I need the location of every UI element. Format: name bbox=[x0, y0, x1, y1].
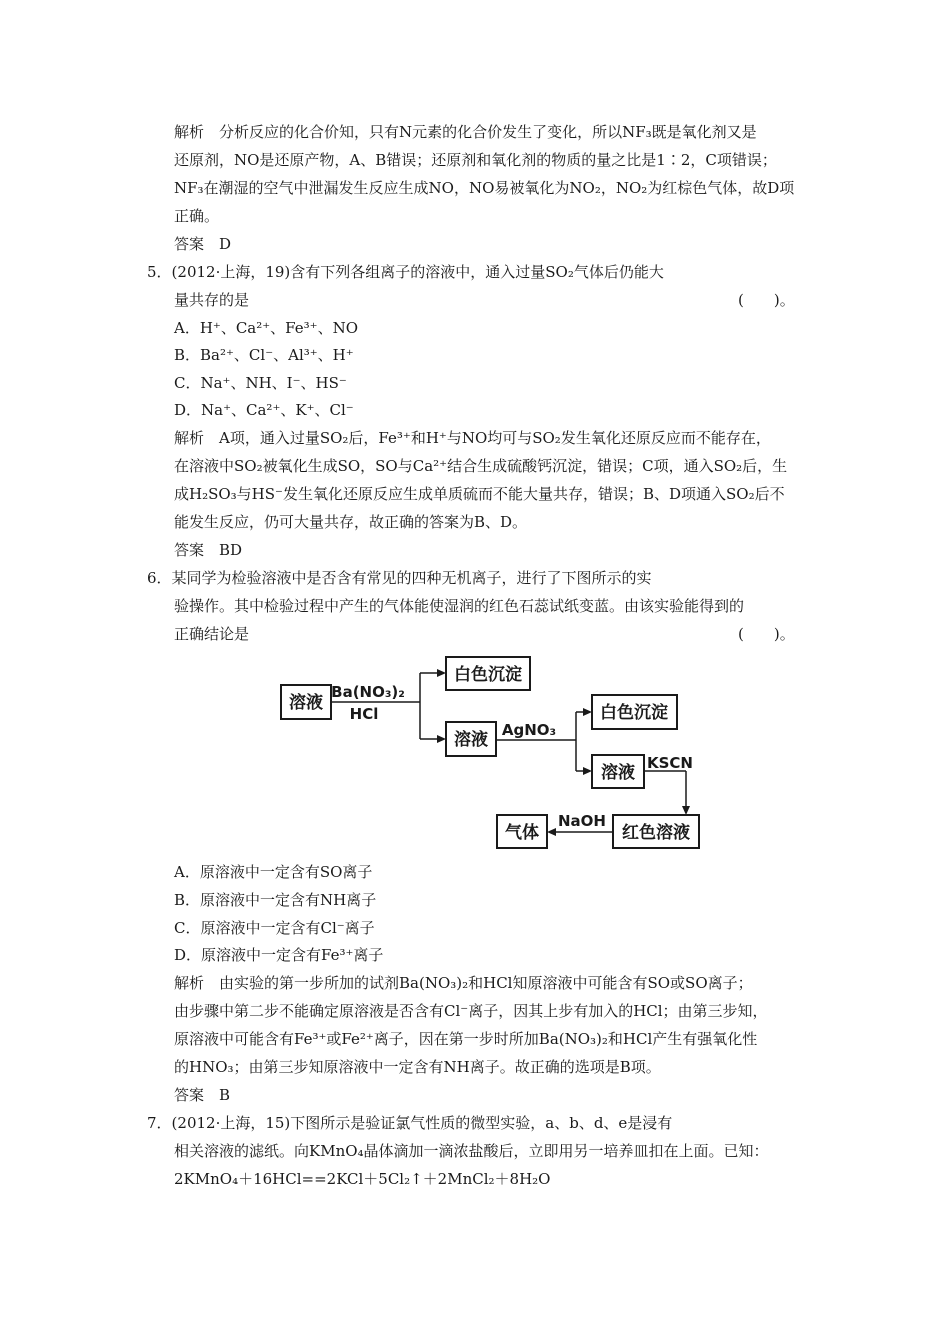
q5-analysis-line-2: 在溶液中SO₂被氧化生成SO，SO与Ca²⁺结合生成硫酸钙沉淀，错误；C项，通入SO₂后，生 bbox=[174, 457, 788, 475]
arrow-head-solution-2 bbox=[437, 735, 446, 743]
q6-option-a: A．原溶液中一定含有SO离子 bbox=[174, 863, 373, 881]
reagent-naoh: NaOH bbox=[558, 812, 606, 830]
q5-stem-line-1: 5．(2012·上海，19)含有下列各组离子的溶液中，通入过量SO₂气体后仍能大 bbox=[147, 263, 664, 281]
solution-3-label: 溶液 bbox=[601, 763, 635, 783]
q5-analysis-line-3: 成H₂SO₃与HS⁻发生氧化还原反应生成单质硫而不能大量共存，错误；B、D项通入SO₂后不 bbox=[174, 485, 785, 503]
arrow-head-ppt-1 bbox=[437, 669, 446, 677]
q6-stem-line-3: 正确结论是 bbox=[174, 625, 250, 643]
q5-answer-bracket: ( )。 bbox=[738, 291, 795, 309]
q6-option-b: B．原溶液中一定含有NH离子 bbox=[174, 891, 377, 909]
white-precipitate-2-label: 白色沉淀 bbox=[600, 703, 668, 723]
q4-analysis-line-2: 还原剂，NO是还原产物，A、B错误；还原剂和氧化剂的物质的量之比是1∶2，C项错误； bbox=[174, 151, 777, 169]
q5-answer: 答案 BD bbox=[174, 541, 243, 559]
q6-analysis-line-3: 原溶液中可能含有Fe³⁺或Fe²⁺离子，因在第一步时所加Ba(NO₃)₂和HCl产生有强氧化性 bbox=[174, 1030, 758, 1048]
q6-analysis-line-4: 的HNO₃；由第三步知原溶液中一定含有NH离子。故正确的选项是B项。 bbox=[174, 1058, 661, 1076]
arrow-head-red-solution bbox=[682, 806, 690, 815]
q5-option-b: B．Ba²⁺、Cl⁻、Al³⁺、H⁺ bbox=[174, 346, 354, 364]
arrow-head-ppt-2 bbox=[583, 708, 592, 716]
q4-analysis-line-4: 正确。 bbox=[174, 207, 220, 225]
q6-analysis-line-2: 由步骤中第二步不能确定原溶液是否含有Cl⁻离子，因其上步有加入的HCl；由第三步知， bbox=[174, 1002, 768, 1020]
reagent-kscn: KSCN bbox=[647, 754, 693, 772]
q4-analysis-line-3: NF₃在潮湿的空气中泄漏发生反应生成NO，NO易被氧化为NO₂，NO₂为红棕色气体，故D项 bbox=[174, 179, 795, 197]
q7-stem-line-1: 7．(2012·上海，15)下图所示是验证氯气性质的微型实验，a、b、d、e是浸有 bbox=[147, 1114, 673, 1132]
q6-analysis-line-1: 解析 由实验的第一步所加的试剂Ba(NO₃)₂和HCl知原溶液中可能含有SO或SO离子； bbox=[174, 974, 753, 992]
gas-label: 气体 bbox=[505, 823, 539, 843]
q5-option-d: D．Na⁺、Ca²⁺、K⁺、Cl⁻ bbox=[174, 401, 354, 419]
q4-answer: 答案 D bbox=[174, 235, 232, 253]
q5-stem-line-2: 量共存的是 bbox=[174, 291, 250, 309]
white-precipitate-1-label: 白色沉淀 bbox=[454, 665, 522, 685]
q6-option-d: D．原溶液中一定含有Fe³⁺离子 bbox=[174, 946, 384, 964]
q4-analysis-line-1: 解析 分析反应的化合价知，只有N元素的化合价发生了变化，所以NF₃既是氧化剂又是 bbox=[174, 123, 757, 141]
q6-option-c: C．原溶液中一定含有Cl⁻离子 bbox=[174, 919, 375, 937]
q6-answer: 答案 B bbox=[174, 1086, 231, 1104]
q7-stem-line-2: 相关溶液的滤纸。向KMnO₄晶体滴加一滴浓盐酸后，立即用另一培养皿扣在上面。已知： bbox=[174, 1142, 769, 1160]
q5-option-c: C．Na⁺、NH、I⁻、HS⁻ bbox=[174, 374, 347, 392]
q5-analysis-line-1: 解析 A项，通入过量SO₂后，Fe³⁺和H⁺与NO均可与SO₂发生氧化还原反应而不能存在， bbox=[174, 429, 771, 447]
q6-stem-line-2: 验操作。其中检验过程中产生的气体能使湿润的红色石蕊试纸变蓝。由该实验能得到的 bbox=[174, 597, 745, 615]
solution-2-label: 溶液 bbox=[454, 730, 488, 750]
red-solution-label: 红色溶液 bbox=[622, 823, 690, 843]
solution-1-label: 溶液 bbox=[289, 693, 323, 713]
q6-stem-line-1: 6．某同学为检验溶液中是否含有常见的四种无机离子，进行了下图所示的实 bbox=[147, 569, 652, 587]
q7-equation: 2KMnO₄＋16HCl==2KCl＋5Cl₂↑＋2MnCl₂＋8H₂O bbox=[174, 1170, 551, 1188]
q5-analysis-line-4: 能发生反应，仍可大量共存，故正确的答案为B、D。 bbox=[174, 513, 528, 531]
arrow-head-solution-3 bbox=[583, 767, 592, 775]
reagent-agno3: AgNO₃ bbox=[501, 721, 557, 739]
reagent-ba-no3-2: Ba(NO₃)₂ bbox=[331, 683, 405, 701]
reagent-hcl: HCl bbox=[349, 705, 379, 723]
q5-option-a: A．H⁺、Ca²⁺、Fe³⁺、NO bbox=[174, 319, 358, 337]
arrow-head-gas bbox=[547, 828, 556, 836]
q6-answer-bracket: ( )。 bbox=[738, 625, 795, 643]
